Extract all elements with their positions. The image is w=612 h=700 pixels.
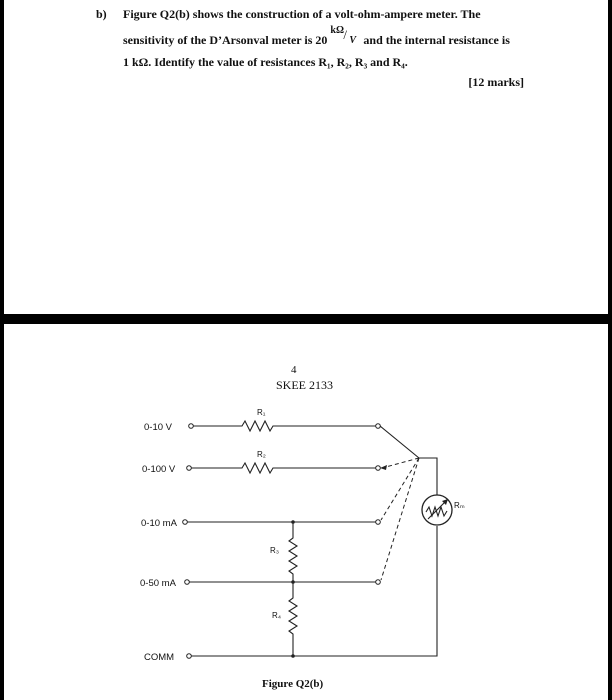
question-line-1: Figure Q2(b) shows the construction of a volt-ohm-ampere meter. The bbox=[123, 7, 481, 21]
switch-contact-100v bbox=[376, 466, 381, 471]
resistor-r3-label: R₃ bbox=[270, 546, 280, 555]
switch-dashed-10ma bbox=[381, 458, 419, 520]
line-10v bbox=[189, 421, 381, 431]
switch-contact-10v bbox=[376, 424, 381, 429]
switch-dashed-50ma bbox=[381, 458, 419, 580]
terminal-10ma bbox=[183, 520, 188, 525]
resistor-r1-label: R₁ bbox=[257, 408, 266, 417]
resistor-r3 bbox=[289, 522, 297, 582]
question-label: b) bbox=[96, 7, 107, 21]
terminal-50ma bbox=[185, 580, 190, 585]
sensitivity-unit bbox=[330, 25, 360, 46]
line-comm bbox=[187, 526, 437, 658]
question-line-2 bbox=[123, 25, 543, 47]
page-number: 4 bbox=[291, 364, 297, 376]
terminal-10v bbox=[189, 424, 194, 429]
resistor-r2-label: R₂ bbox=[257, 450, 266, 459]
course-code: SKEE 2133 bbox=[276, 378, 333, 392]
terminal-100v bbox=[187, 466, 192, 471]
resistor-r4-label: R₄ bbox=[272, 611, 282, 620]
galvanometer bbox=[422, 495, 452, 525]
switch-contact-10ma bbox=[376, 520, 381, 525]
question-line-3: 1 kΩ. Identify the value of resistances R₁, R₂, R₃ and R₄. bbox=[123, 55, 408, 69]
terminal-label-10v: 0-10 V bbox=[144, 422, 172, 433]
marks-label: [12 marks] bbox=[468, 75, 524, 89]
meter-label: Rₘ bbox=[454, 501, 465, 510]
terminal-label-50ma: 0-50 mA bbox=[140, 578, 176, 589]
terminal-comm bbox=[187, 654, 192, 659]
resistor-r2 bbox=[191, 463, 376, 473]
switch-contact-50ma bbox=[376, 580, 381, 585]
question-line-2-end: and the internal resistance is bbox=[360, 33, 510, 47]
line-100v bbox=[187, 463, 381, 473]
wire-comm bbox=[191, 526, 437, 656]
terminal-label-100v: 0-100 V bbox=[142, 464, 176, 475]
line-50ma bbox=[185, 580, 381, 585]
resistor-r1 bbox=[193, 421, 376, 431]
junction-dot bbox=[291, 580, 295, 584]
junction-dot bbox=[291, 654, 295, 658]
figure-page bbox=[4, 324, 608, 700]
unit-numerator: kΩ bbox=[330, 25, 344, 36]
line-10ma bbox=[183, 520, 381, 525]
terminal-label-comm: COMM bbox=[144, 652, 175, 663]
circuit-diagram bbox=[4, 324, 608, 700]
junction-dot bbox=[291, 520, 295, 524]
unit-denominator: V bbox=[349, 35, 357, 46]
figure-caption: Figure Q2(b) bbox=[262, 678, 324, 690]
question-page bbox=[4, 0, 608, 314]
terminal-label-10ma: 0-10 mA bbox=[141, 518, 177, 529]
resistor-r4 bbox=[289, 582, 297, 656]
arrow-head bbox=[380, 465, 387, 470]
unit-slash: / bbox=[343, 27, 348, 42]
question-line-2-start: sensitivity of the D’Arsonval meter is 20 bbox=[123, 33, 331, 47]
